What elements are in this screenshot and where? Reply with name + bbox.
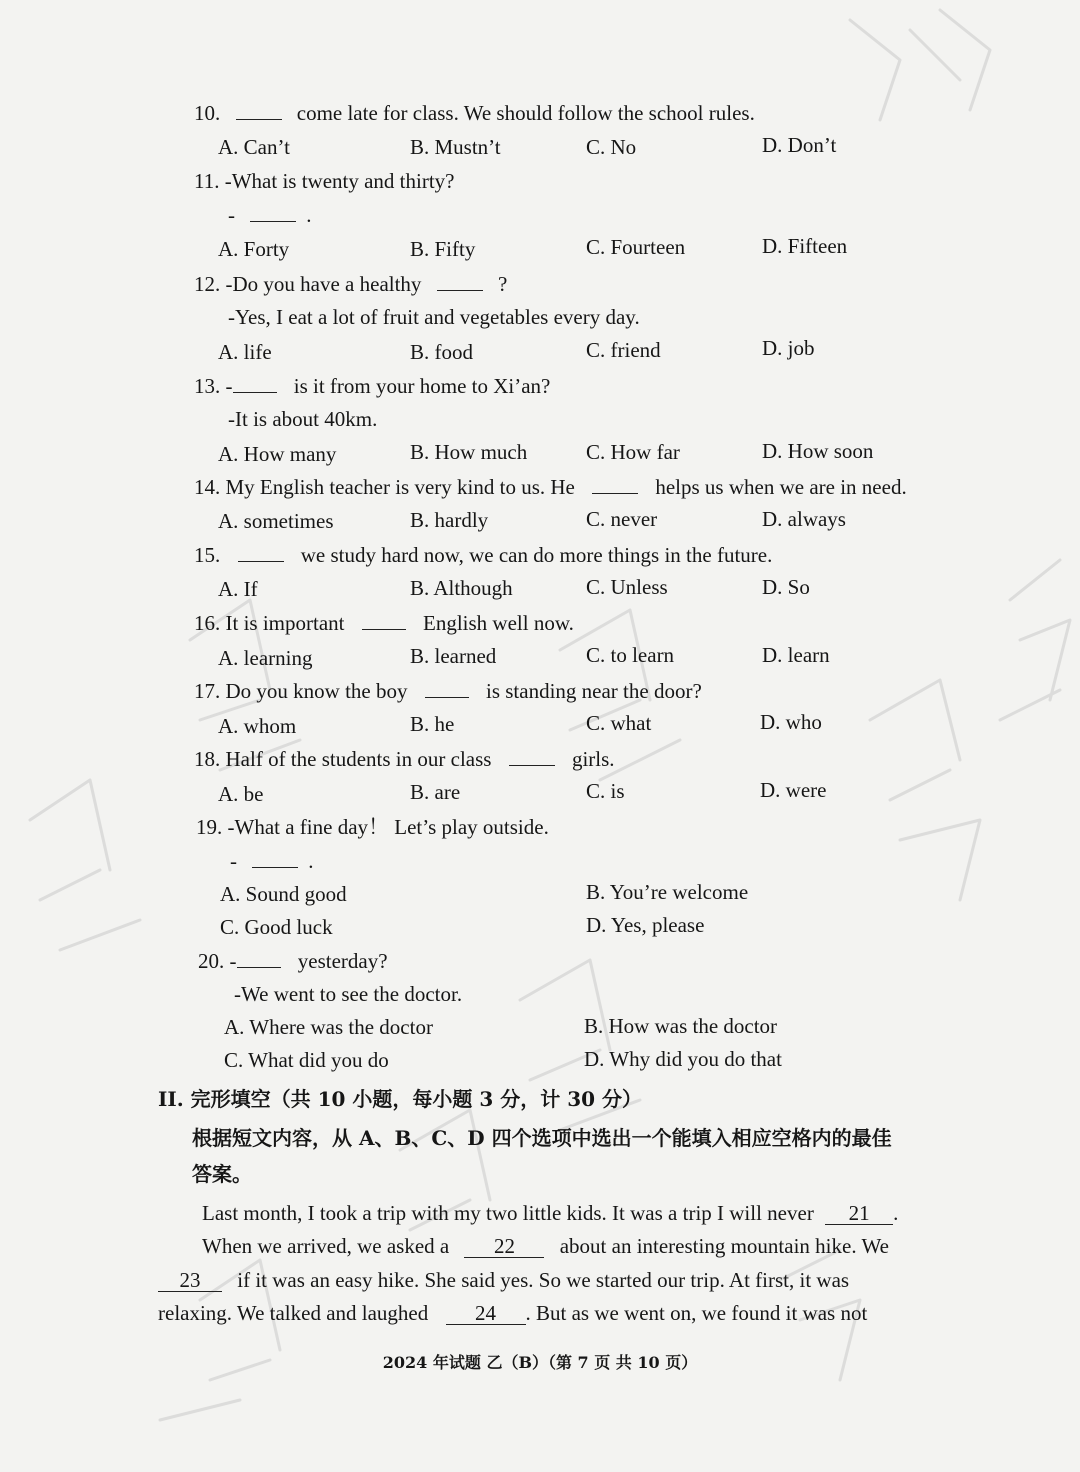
option-c: C. Good luck (220, 915, 333, 939)
option-d: D. Don’t (762, 133, 837, 157)
option-c: C. is (586, 779, 625, 803)
option-d: D. were (760, 778, 827, 802)
dialog-dash: - (225, 374, 233, 398)
passage-line-1: Last month, I took a trip with my two little kids. It was a trip I will never 21 . (202, 1201, 899, 1225)
option-b: B. are (410, 780, 461, 804)
option-d: D. job (762, 336, 815, 360)
question-text: -Do you have a healthy (225, 272, 422, 296)
question-number: 19. (196, 815, 223, 839)
question-10 (194, 100, 755, 126)
question-number: 16. (194, 611, 221, 635)
option-a: A. Sound good (220, 882, 347, 906)
passage-line-2 (202, 1229, 889, 1263)
question-19-reply: - . (230, 849, 314, 873)
question-number: 15. (194, 543, 221, 567)
page-footer: 2024 年试题 乙（B）（第 7 页 共 10 页） (382, 1353, 698, 1372)
question-19 (196, 814, 549, 840)
option-c: C. never (586, 507, 658, 531)
blank-24: 24 (446, 1302, 526, 1325)
question-16 (194, 610, 574, 636)
question-number: 14. (194, 475, 221, 499)
option-a: A. Forty (218, 237, 290, 261)
option-d: D. So (762, 575, 810, 599)
option-b: B. How was the doctor (584, 1014, 778, 1038)
passage-text: . But as we went on, we found it was not (525, 1301, 868, 1325)
option-a: A. Can’t (218, 135, 290, 159)
passage-text: relaxing. We talked and laughed (158, 1301, 429, 1325)
option-b: B. he (410, 712, 455, 736)
answer-blank (425, 679, 469, 698)
answer-blank (236, 101, 282, 120)
option-c: C. what (586, 711, 652, 735)
question-text: My English teacher is very kind to us. He (225, 475, 575, 499)
option-a: A. life (218, 340, 272, 364)
option-b: B. Fifty (410, 237, 476, 261)
passage-text: about an interesting mountain hike. We (559, 1234, 889, 1258)
question-number: 12. (194, 272, 221, 296)
question-14 (194, 474, 907, 500)
option-c: C. to learn (586, 643, 675, 667)
option-c: C. What did you do (224, 1048, 389, 1072)
option-b: B. You’re welcome (586, 880, 749, 904)
question-20 (198, 948, 388, 974)
option-d: D. How soon (762, 439, 874, 463)
option-c: C. Unless (586, 575, 668, 599)
option-d: D. Yes, please (586, 913, 705, 937)
question-17 (194, 678, 702, 704)
option-a: A. whom (218, 714, 297, 738)
question-text: we study hard now, we can do more things in the future. (300, 543, 773, 567)
question-number: 18. (194, 747, 221, 771)
option-a: A. How many (218, 442, 337, 466)
question-13 (194, 373, 550, 399)
question-13-reply: -It is about 40km. (228, 407, 378, 431)
question-12 (194, 271, 507, 297)
question-12-reply: -Yes, I eat a lot of fruit and vegetables every day. (228, 305, 640, 329)
option-d: D. Fifteen (762, 234, 848, 258)
question-11 (194, 168, 455, 194)
answer-blank (592, 475, 638, 494)
option-b: B. hardly (410, 508, 489, 532)
question-number: 20. (198, 949, 225, 973)
option-a: A. sometimes (218, 509, 334, 533)
question-text: come late for class. We should follow the school rules. (296, 101, 755, 125)
option-d: D. who (760, 710, 822, 734)
passage-text: if it was an easy hike. She said yes. So we started our trip. At first, it was (237, 1268, 850, 1292)
option-b: B. Mustn’t (410, 135, 501, 159)
question-number: 11. (194, 169, 220, 193)
dialog-dash: - (228, 203, 235, 227)
section-instruction (192, 1120, 972, 1192)
question-number: 10. (194, 101, 221, 125)
section-title: II. 完形填空（共 10 小题，每小题 3 分，计 30 分） (158, 1087, 642, 1111)
option-a: A. be (218, 782, 264, 806)
answer-blank (238, 543, 284, 562)
option-b: B. Although (410, 576, 513, 600)
passage-line-3 (158, 1263, 849, 1297)
option-d: D. learn (762, 643, 830, 667)
question-number: 13. (194, 374, 221, 398)
answer-blank (250, 203, 296, 222)
option-b: B. How much (410, 440, 528, 464)
question-text-end: ? (497, 272, 508, 296)
option-c: C. Fourteen (586, 235, 686, 259)
answer-blank (362, 611, 406, 630)
instruction-line-1: 根据短文内容，从 A、B、C、D 四个选项中选出一个能填入相应空格内的最佳 (192, 1126, 892, 1150)
option-b: B. food (410, 340, 473, 364)
option-a: A. learning (218, 646, 313, 670)
question-20-reply: -We went to see the doctor. (234, 982, 463, 1006)
option-d: D. Why did you do that (584, 1047, 782, 1071)
answer-blank (237, 949, 281, 968)
question-11-reply: - . (228, 203, 312, 227)
question-text: It is important (225, 611, 345, 635)
question-text-end: is standing near the door? (486, 679, 702, 703)
passage-text: Last month, I took a trip with my two little kids. It was a trip I will never (202, 1201, 814, 1225)
answer-blank (252, 849, 298, 868)
question-number: 17. (194, 679, 221, 703)
question-text: -What a fine day！ Let’s play outside. (227, 815, 549, 839)
question-text: Do you know the boy (225, 679, 408, 703)
question-text: is it from your home to Xi’an? (293, 374, 551, 398)
option-a: A. If (218, 577, 258, 601)
question-text-end: girls. (571, 747, 615, 771)
dialog-dash: - (230, 849, 237, 873)
dialog-dash: - (229, 949, 237, 973)
option-c: C. No (586, 135, 637, 159)
answer-blank (233, 374, 277, 393)
option-a: A. Where was the doctor (224, 1015, 433, 1039)
passage-line-4 (158, 1296, 867, 1330)
blank-23: 23 (158, 1269, 222, 1292)
question-18 (194, 746, 615, 772)
question-text-end: English well now. (423, 611, 574, 635)
passage-text: When we arrived, we asked a (202, 1234, 450, 1258)
option-c: C. How far (586, 440, 680, 464)
question-text: Half of the students in our class (225, 747, 492, 771)
blank-21: 21 (825, 1202, 893, 1225)
option-c: C. friend (586, 338, 661, 362)
instruction-line-2: 答案。 (192, 1162, 252, 1186)
question-text-end: helps us when we are in need. (655, 475, 907, 499)
question-text: yesterday? (297, 949, 388, 973)
option-b: B. learned (410, 644, 497, 668)
question-15 (194, 542, 772, 568)
question-text: -What is twenty and thirty? (224, 169, 455, 193)
answer-blank (509, 747, 555, 766)
answer-blank (437, 272, 483, 291)
option-d: D. always (762, 507, 846, 531)
blank-22: 22 (464, 1235, 544, 1258)
